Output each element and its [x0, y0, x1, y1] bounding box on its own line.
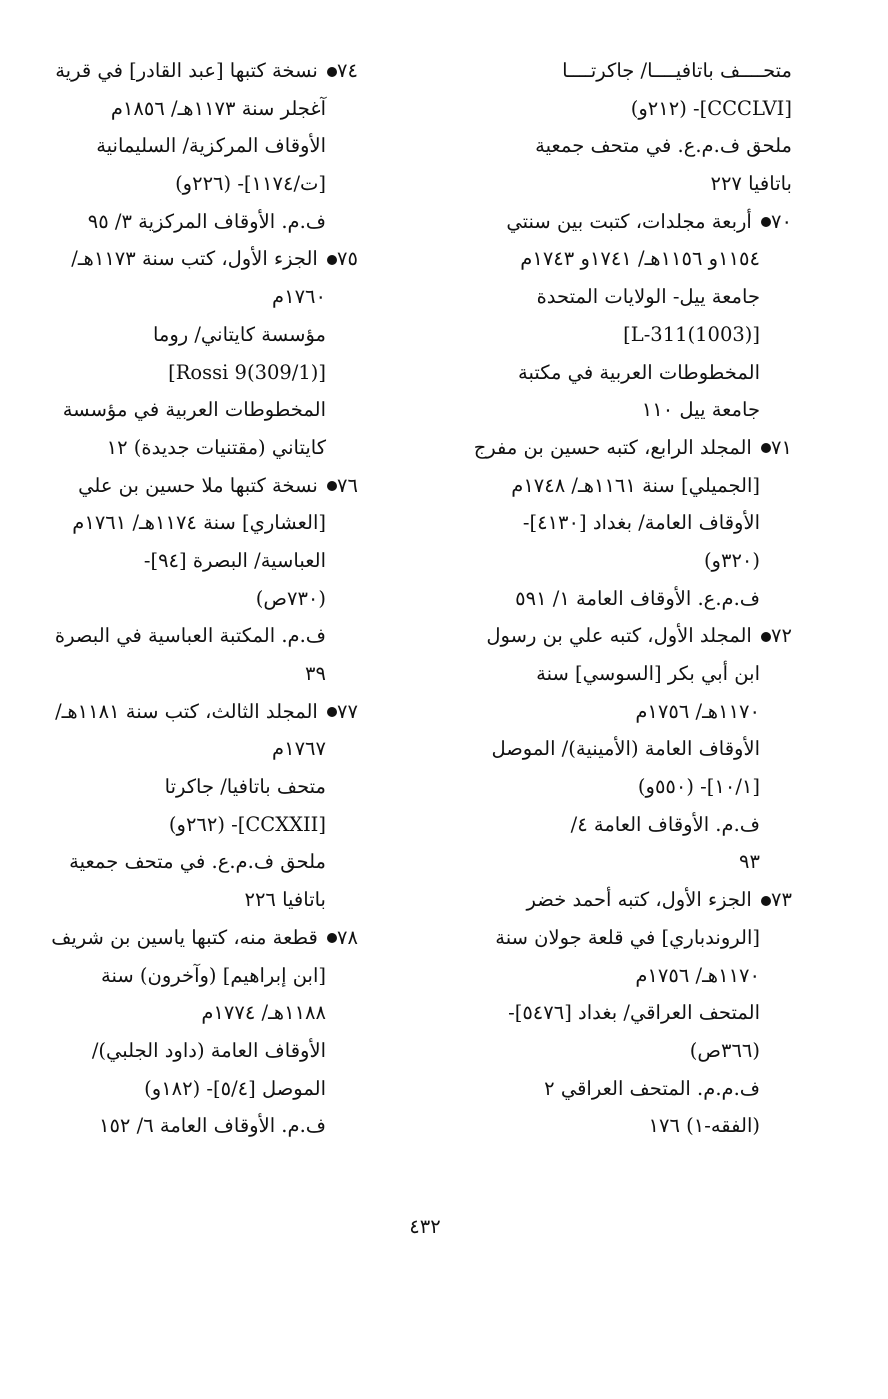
entry-number: ٧٢: [771, 624, 792, 648]
entry-heading-line: [18, 693, 358, 731]
entry-text: الجزء الأول، كتبه أحمد خضر: [526, 888, 752, 912]
entry-line: [(1003)L-311]: [623, 322, 760, 346]
entry-line: مؤسسة كايتاني/ روما: [152, 322, 326, 346]
entry-line: ملحق ف.م.ع. في متحف جمعية: [69, 850, 326, 874]
entry-line: (٣٢٠و): [703, 548, 760, 572]
bullet-icon: [327, 67, 337, 77]
entry-heading-line: [452, 881, 792, 919]
entry-heading-line: [452, 203, 792, 241]
entry-line: ١١٥٤و ١١٥٦هـ/ ١٧٤١و ١٧٤٣م: [520, 247, 760, 271]
entry-line: [ابن إبراهيم] (وآخرون) سنة: [101, 963, 326, 987]
entry-line: العباسية/ البصرة [٩٤]-: [143, 548, 326, 572]
entry-text: نسخة كتبها ملا حسين بن علي: [78, 473, 318, 497]
entry-line: [CCCLVI]- (٢١٢و): [630, 96, 792, 120]
bullet-icon: [327, 933, 337, 943]
entry-number: ٧٥: [337, 247, 358, 271]
entry-line: ملحق ف.م.ع. في متحف جمعية: [535, 134, 792, 158]
bullet-icon: [327, 707, 337, 717]
entry-line: المخطوطات العربية في مكتبة: [517, 360, 760, 384]
entry-line: [ت/١١٧٤]- (٢٢٦و): [175, 172, 326, 196]
entry-line: ٩٣: [739, 850, 760, 874]
catalog-entry: [452, 52, 792, 203]
page-number: ٤٣٢: [409, 1215, 441, 1238]
entry-line: [الجميلي] سنة ١١٦١هـ/ ١٧٤٨م: [511, 473, 760, 497]
right-column: [452, 52, 792, 1145]
entry-text: الجزء الأول، كتب سنة ١١٧٣هـ/: [71, 247, 318, 271]
entry-line: جامعة ييل ١١٠: [641, 398, 760, 422]
entry-line: المخطوطات العربية في مؤسسة: [62, 398, 326, 422]
catalog-entry: [18, 467, 358, 693]
entry-line: المتحف العراقي/ بغداد [٥٤٧٦]-: [508, 1001, 760, 1025]
entry-line: (٧٣٠ص): [255, 586, 326, 610]
entry-line: [CCXXII]- (٢٦٢و): [168, 812, 326, 836]
entry-number: ٧٧: [337, 699, 358, 723]
entry-line: ابن أبي بكر [السوسي] سنة: [536, 662, 760, 685]
bullet-icon: [327, 481, 337, 491]
entry-heading-line: [18, 919, 358, 957]
entry-line: الأوقاف المركزية/ السليمانية: [96, 134, 326, 158]
entry-line: آغجلر سنة ١١٧٣هـ/ ١٨٥٦م: [110, 96, 326, 120]
entry-text: قطعة منه، كتبها ياسين بن شريف: [51, 925, 318, 949]
entry-line: (الفقه-١) ١٧٦: [648, 1114, 760, 1138]
entry-number: ٧٦: [337, 473, 358, 497]
entry-line: ١٧٦٠م: [272, 285, 326, 309]
entry-line: [العشاري] سنة ١١٧٤هـ/ ١٧٦١م: [72, 511, 326, 535]
entry-number: ٧٠: [771, 209, 792, 233]
catalog-entry: [452, 203, 792, 429]
entry-line: الأوقاف العامة (داود الجلبي)/: [91, 1038, 326, 1062]
entry-line: [١٠/١]- (٥٥٠و): [637, 775, 760, 799]
bullet-icon: [327, 255, 337, 265]
entry-line: ١٧٦٧م: [272, 737, 326, 761]
entry-line: ف.م.ع. الأوقاف العامة ١/ ٥٩١: [515, 586, 760, 610]
entry-number: ٧١: [771, 435, 792, 459]
entry-heading-line: [18, 240, 358, 278]
entry-line: ف.م.م. المتحف العراقي ٢: [544, 1076, 760, 1100]
entry-line: ف.م. الأوقاف المركزية ٣/ ٩٥: [87, 209, 326, 233]
catalog-entry: [18, 240, 358, 466]
entry-heading-line: [452, 429, 792, 467]
catalog-entry: [18, 919, 358, 1145]
bullet-icon: [761, 896, 771, 906]
bullet-icon: [761, 632, 771, 642]
entry-line: ف.م. الأوقاف العامة ٦/ ١٥٢: [98, 1114, 326, 1138]
entry-line: الموصل [٥/٤]- (١٨٢و): [144, 1076, 326, 1100]
entry-number: ٧٨: [337, 925, 358, 949]
catalog-entry: [18, 52, 358, 240]
entry-line: الأوقاف العامة/ بغداد [٤١٣٠]-: [522, 511, 760, 535]
entry-number: ٧٣: [771, 888, 792, 912]
entry-heading-line: [18, 467, 358, 505]
entry-line: (٣٦٦ص): [689, 1038, 760, 1062]
catalog-entry: [18, 693, 358, 919]
entry-line: ف.م. المكتبة العباسية في البصرة: [54, 624, 326, 648]
catalog-entry: [452, 429, 792, 617]
entry-text: المجلد الثالث، كتب سنة ١١٨١هـ/: [55, 699, 318, 723]
entry-line: متحــــف باتافيــــا/ جاكرتــــا: [562, 59, 792, 82]
entry-line: [الروندباري] في قلعة جولان سنة: [495, 925, 760, 949]
entry-text: نسخة كتبها [عبد القادر] في قرية: [55, 59, 318, 82]
entry-line: متحف باتافيا/ جاكرتا: [164, 775, 326, 799]
entry-heading-line: [452, 617, 792, 655]
entry-text: أربعة مجلدات، كتبت بين سنتي: [506, 209, 752, 233]
entry-line: باتافيا ٢٢٧: [710, 172, 792, 196]
entry-line: [(309/1)Rossi 9]: [168, 360, 326, 384]
entry-number: ٧٤: [337, 59, 358, 82]
entry-line: ٣٩: [305, 662, 326, 685]
catalog-entry: [452, 617, 792, 881]
catalog-entry: [452, 881, 792, 1145]
entry-line: ١١٧٠هـ/ ١٧٥٦م: [635, 963, 760, 987]
entry-heading-line: [18, 52, 358, 90]
entry-line: جامعة ييل- الولايات المتحدة: [536, 285, 760, 309]
entry-text: المجلد الرابع، كتبه حسين بن مفرج: [473, 435, 752, 459]
entry-line: باتافيا ٢٢٦: [244, 888, 326, 912]
entry-line: ف.م. الأوقاف العامة ٤/: [570, 812, 760, 836]
left-column: [18, 52, 358, 1145]
entry-line: ١١٧٠هـ/ ١٧٥٦م: [635, 699, 760, 723]
entry-line: الأوقاف العامة (الأمينية)/ الموصل: [491, 737, 760, 761]
entry-line: ١١٨٨هـ/ ١٧٧٤م: [201, 1001, 326, 1025]
bullet-icon: [761, 443, 771, 453]
entry-line: كايتاني (مقتنيات جديدة) ١٢: [106, 435, 326, 459]
bullet-icon: [761, 217, 771, 227]
entry-text: المجلد الأول، كتبه علي بن رسول: [486, 624, 752, 648]
